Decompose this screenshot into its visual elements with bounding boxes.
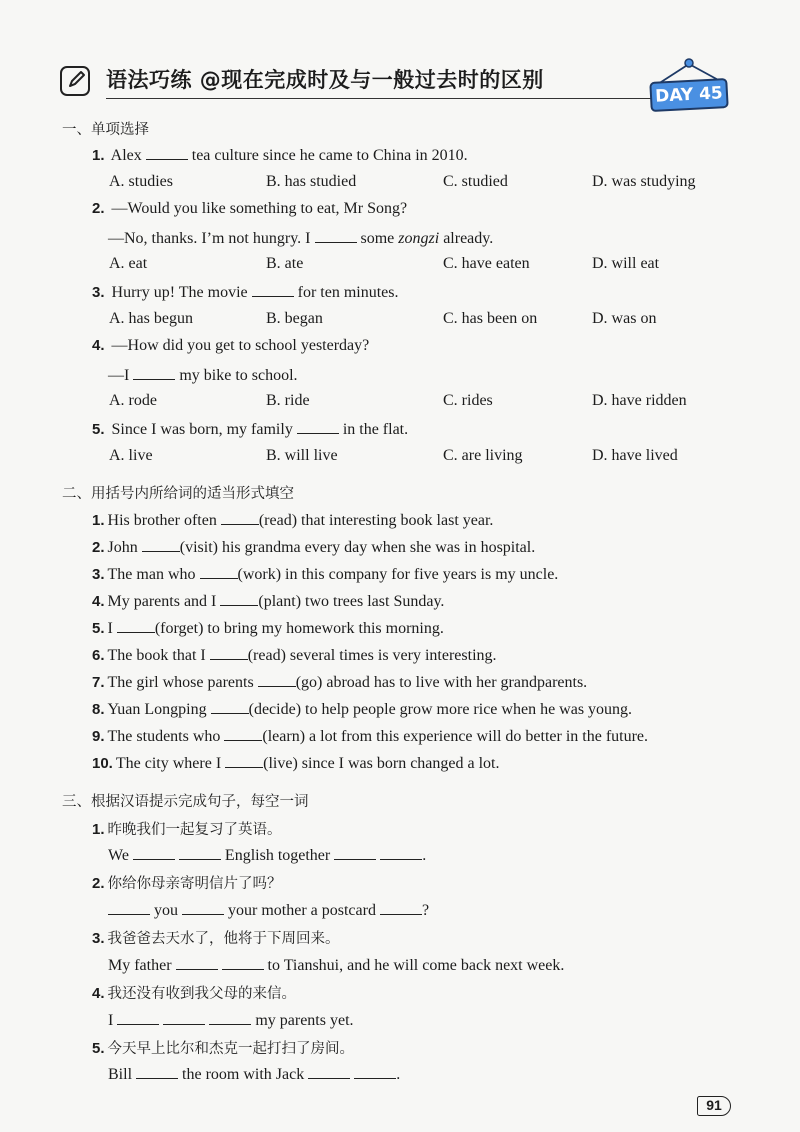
s1-question-2: 2. —Would you like something to eat, Mr Song? [92, 200, 408, 217]
s1-question-5: 5. Since I was born, my family in the flat. [92, 421, 409, 438]
answer-blank[interactable] [210, 645, 248, 660]
fill-blank-item: 4. My parents and I (plant) two trees last Sunday. [92, 593, 445, 610]
fill-blank-item: 8. Yuan Longping (decide) to help people grow more rice when he was young. [92, 701, 633, 718]
answer-blank[interactable] [308, 1064, 350, 1079]
s3-item-1-prompt: 1. 昨晚我们一起复习了英语。 [92, 821, 282, 838]
s1-question-2-reply: —No, thanks. I’m not hungry. I some zongzi already. [108, 230, 494, 247]
answer-blank[interactable] [354, 1064, 396, 1079]
title-underline [106, 98, 678, 99]
fill-blank-item: 7. The girl whose parents (go) abroad has to live with her grandparents. [92, 674, 588, 691]
s1-question-4: 4. —How did you get to school yesterday? [92, 337, 370, 354]
page-header [60, 64, 620, 104]
s3-item-2-answer: you your mother a postcard ? [108, 900, 429, 920]
option-a[interactable]: A. has begun [109, 310, 193, 327]
answer-blank[interactable] [224, 726, 262, 741]
s3-item-2-prompt: 2. 你给你母亲寄明信片了吗？ [92, 875, 282, 892]
answer-blank[interactable] [176, 955, 218, 970]
s3-item-5-prompt: 5. 今天早上比尔和杰克一起打扫了房间。 [92, 1040, 355, 1057]
answer-blank[interactable] [252, 282, 294, 297]
option-c[interactable]: C. are living [443, 447, 523, 464]
option-c[interactable]: C. studied [443, 173, 508, 190]
answer-blank[interactable] [258, 672, 296, 687]
s3-item-3-prompt: 3. 我爸爸去天水了，他将于下周回来。 [92, 930, 340, 947]
option-c[interactable]: C. rides [443, 392, 493, 409]
s3-item-5-answer: Bill the room with Jack . [108, 1066, 401, 1083]
day-badge [650, 58, 730, 114]
answer-blank[interactable] [211, 699, 249, 714]
fill-blank-item: 1. His brother often (read) that interesting book last year. [92, 512, 494, 529]
day-badge-label: DAY 45 [649, 78, 728, 112]
answer-blank[interactable] [315, 228, 357, 243]
s3-item-4-prompt: 4. 我还没有收到我父母的来信。 [92, 985, 297, 1002]
answer-blank[interactable] [133, 845, 175, 860]
fill-blank-item: 5. I (forget) to bring my homework this morning. [92, 620, 444, 637]
option-a[interactable]: A. studies [109, 173, 173, 190]
answer-blank[interactable] [182, 900, 224, 915]
section-1-title: 一、单项选择 [62, 122, 149, 138]
option-d[interactable]: D. was studying [592, 173, 696, 190]
answer-blank[interactable] [146, 145, 188, 160]
option-c[interactable]: C. has been on [443, 310, 538, 327]
answer-blank[interactable] [380, 845, 422, 860]
fill-blank-item: 10. The city where I (live) since I was born changed a lot. [92, 755, 500, 772]
option-c[interactable]: C. have eaten [443, 255, 530, 272]
answer-blank[interactable] [221, 510, 259, 525]
option-a[interactable]: A. rode [109, 392, 157, 409]
option-d[interactable]: D. was on [592, 310, 657, 327]
option-b[interactable]: B. ate [266, 255, 304, 272]
answer-blank[interactable] [334, 845, 376, 860]
s3-item-3-answer: My father to Tianshui, and he will come back next week. [108, 957, 565, 974]
option-a[interactable]: A. eat [109, 255, 148, 272]
option-d[interactable]: D. have ridden [592, 392, 687, 409]
section-3-title: 三、根据汉语提示完成句子，每空一词 [62, 794, 309, 810]
answer-blank[interactable] [117, 618, 155, 633]
answer-blank[interactable] [108, 900, 150, 915]
answer-blank[interactable] [179, 845, 221, 860]
answer-blank[interactable] [133, 365, 175, 380]
s1-question-3: 3. Hurry up! The movie for ten minutes. [92, 284, 399, 301]
option-b[interactable]: B. began [266, 310, 323, 327]
option-b[interactable]: B. ride [266, 392, 310, 409]
answer-blank[interactable] [209, 1010, 251, 1025]
answer-blank[interactable] [380, 900, 422, 915]
pencil-icon [60, 66, 90, 96]
s1-question-1: 1. Alex tea culture since he came to China in 2010. [92, 147, 468, 164]
option-d[interactable]: D. will eat [592, 255, 660, 272]
option-a[interactable]: A. live [109, 447, 153, 464]
fill-blank-item: 9. The students who (learn) a lot from this experience will do better in the future. [92, 728, 649, 745]
answer-blank[interactable] [117, 1010, 159, 1025]
answer-blank[interactable] [297, 419, 339, 434]
option-d[interactable]: D. have lived [592, 447, 678, 464]
answer-blank[interactable] [142, 537, 180, 552]
s3-item-4-answer: I my parents yet. [108, 1012, 354, 1029]
s1-question-4-reply: —I my bike to school. [108, 367, 298, 384]
answer-blank[interactable] [136, 1064, 178, 1079]
section-2-title: 二、用括号内所给词的适当形式填空 [62, 486, 294, 502]
fill-blank-item: 2. John (visit) his grandma every day when she was in hospital. [92, 539, 536, 556]
option-b[interactable]: B. has studied [266, 173, 357, 190]
fill-blank-item: 3. The man who (work) in this company for five years is my uncle. [92, 566, 559, 583]
answer-blank[interactable] [200, 564, 238, 579]
answer-blank[interactable] [220, 591, 258, 606]
answer-blank[interactable] [222, 955, 264, 970]
page-title: 语法巧练 @现在完成时及与一般过去时的区别 [106, 68, 544, 92]
answer-blank[interactable] [163, 1010, 205, 1025]
page-number: 91 [697, 1096, 731, 1116]
fill-blank-item: 6. The book that I (read) several times is very interesting. [92, 647, 497, 664]
answer-blank[interactable] [225, 753, 263, 768]
option-b[interactable]: B. will live [266, 447, 338, 464]
s3-item-1-answer: We English together . [108, 847, 427, 864]
